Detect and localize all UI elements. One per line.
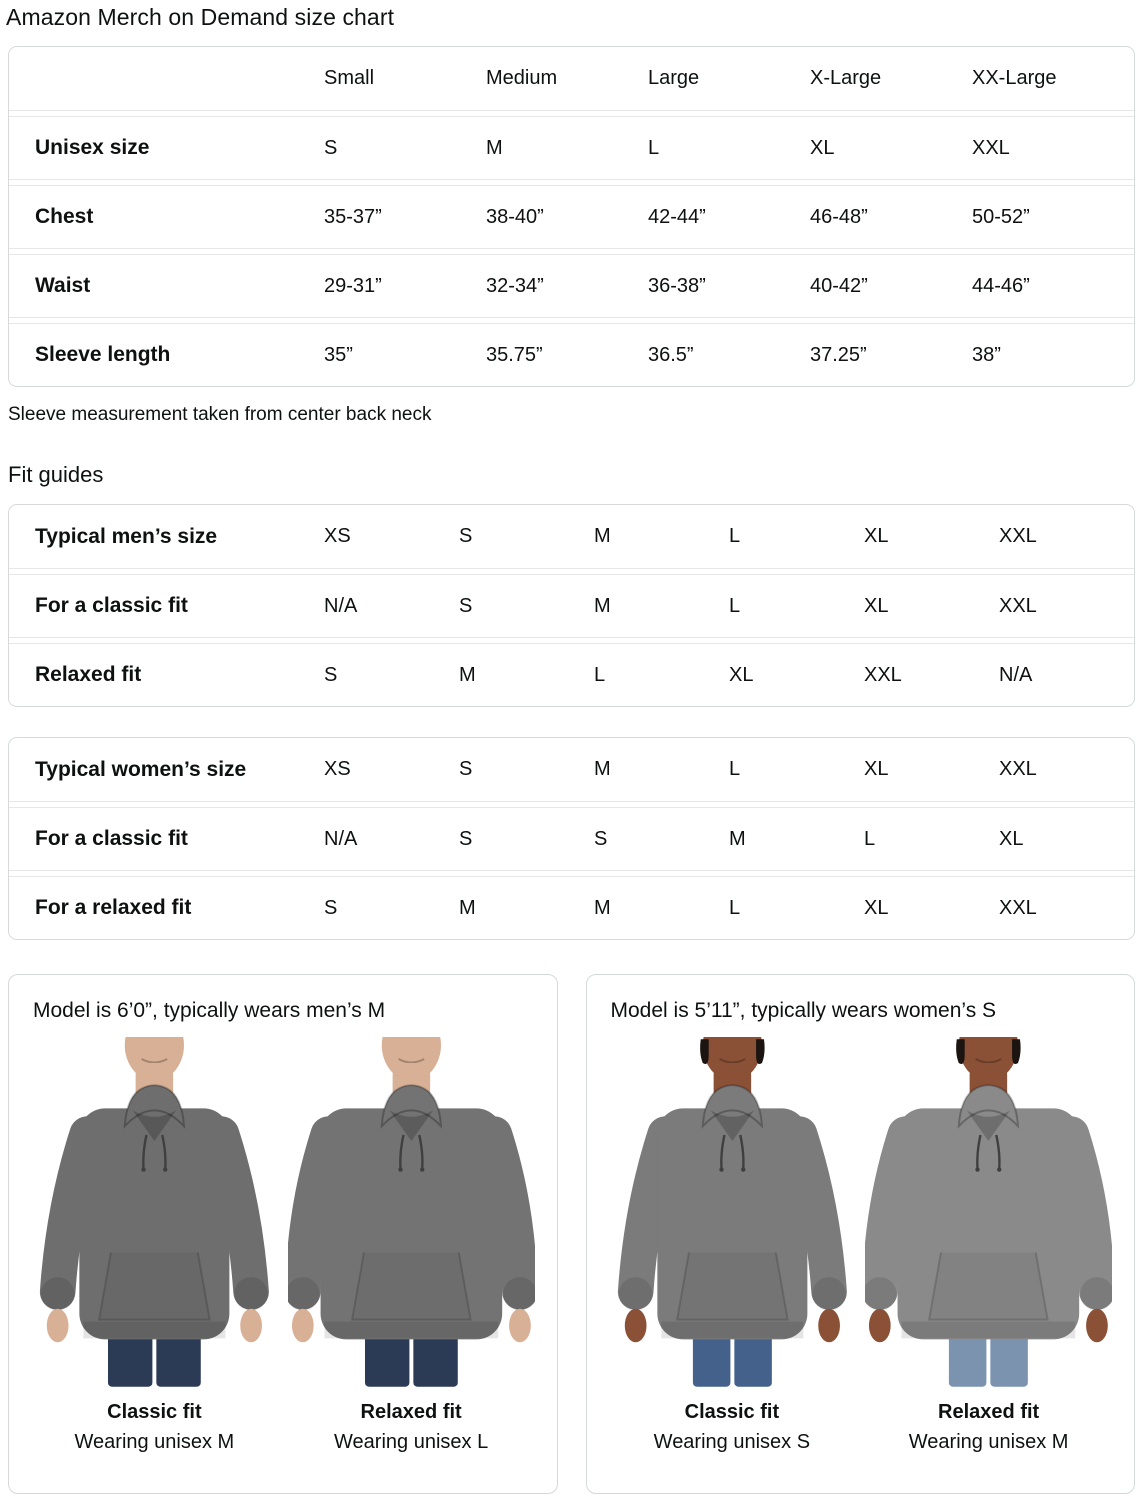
fit-label: Classic fit [684, 1401, 780, 1423]
cell: M [594, 594, 611, 617]
wearing-label: Wearing unisex L [334, 1431, 489, 1453]
cell: M [594, 896, 611, 919]
column-header: Large [648, 67, 700, 89]
cell: S [459, 758, 473, 780]
model-photo-classic [31, 1037, 278, 1389]
size-chart-table [8, 46, 1135, 387]
cell: N/A [999, 663, 1033, 686]
cell: L [729, 594, 741, 617]
row-label: Relaxed fit [35, 663, 142, 686]
cell: XL [864, 758, 889, 780]
wearing-label: Wearing unisex S [653, 1431, 811, 1453]
cell: S [324, 136, 338, 159]
table-row [9, 505, 1134, 568]
model-card-men [8, 974, 558, 1494]
cell: S [594, 827, 608, 850]
cell: 35-37” [324, 205, 382, 228]
cell: 29-31” [324, 274, 382, 297]
table-row [9, 643, 1134, 706]
model-card-heading: Model is 6’0”, typically wears men’s M [33, 999, 386, 1022]
figure-classic-fit [31, 1037, 278, 1454]
sleeve-measurement-note: Sleeve measurement taken from center back neck [8, 404, 432, 425]
fit-guide-table-women [8, 737, 1135, 940]
fit-label: Relaxed fit [360, 1401, 462, 1423]
model-card-women [586, 974, 1136, 1494]
cell: M [594, 758, 611, 780]
model-photo-relaxed [865, 1037, 1112, 1389]
cell: 35.75” [486, 343, 543, 366]
cell: L [729, 758, 741, 780]
cell: L [864, 827, 876, 850]
cell: XS [324, 525, 351, 547]
cell: M [486, 136, 503, 159]
row-label: Unisex size [35, 136, 150, 159]
cell: N/A [324, 827, 358, 850]
column-header: X-Large [810, 67, 882, 89]
cell: S [459, 827, 473, 850]
cell: XL [864, 594, 889, 617]
row-label: Waist [35, 274, 91, 297]
figure-classic-fit [609, 1037, 856, 1454]
model-photo-relaxed [288, 1037, 535, 1389]
cell: 36-38” [648, 274, 706, 297]
page-title: Amazon Merch on Demand size chart [6, 4, 395, 30]
cell: XS [324, 758, 351, 780]
cell: XL [999, 827, 1024, 850]
cell: L [648, 136, 660, 159]
fit-guides-heading: Fit guides [8, 462, 104, 487]
row-label: For a classic fit [35, 594, 188, 617]
row-label: Typical men’s size [35, 524, 218, 548]
cell: XL [864, 525, 889, 547]
column-header: Small [324, 67, 375, 89]
row-label: Typical women’s size [35, 757, 247, 781]
table-row [9, 254, 1134, 317]
cell: L [729, 896, 741, 919]
cell: M [594, 525, 611, 547]
model-card-heading: Model is 5’11”, typically wears women’s S [610, 999, 997, 1022]
table-row [9, 807, 1134, 870]
cell: M [729, 827, 746, 850]
table-row [9, 116, 1134, 179]
figures-row [609, 1037, 1113, 1454]
table-row [9, 185, 1134, 248]
fit-label: Classic fit [107, 1401, 202, 1423]
wearing-label: Wearing unisex M [74, 1431, 235, 1453]
cell: 32-34” [486, 274, 544, 297]
fit-label: Relaxed fit [938, 1401, 1040, 1423]
figure-relaxed-fit [865, 1037, 1112, 1454]
cell: N/A [324, 594, 358, 617]
figure-relaxed-fit [288, 1037, 535, 1454]
cell: 46-48” [810, 205, 868, 228]
row-label: For a classic fit [35, 827, 188, 850]
cell: XXL [972, 136, 1010, 159]
cell: 38” [972, 343, 1001, 366]
row-label: Chest [35, 205, 94, 228]
cell: 40-42” [810, 274, 868, 297]
cell: S [459, 594, 473, 617]
model-photo-classic [609, 1037, 856, 1389]
cell: S [324, 896, 338, 919]
cell: L [594, 663, 606, 686]
cell: XXL [999, 525, 1037, 547]
row-label: Sleeve length [35, 343, 171, 366]
cell: XXL [999, 594, 1037, 617]
column-header: XX-Large [972, 67, 1057, 89]
row-label: For a relaxed fit [35, 896, 192, 919]
cell: 38-40” [486, 205, 544, 228]
table-row [9, 738, 1134, 801]
cell: S [324, 663, 338, 686]
figures-row [31, 1037, 535, 1454]
wearing-label: Wearing unisex M [908, 1431, 1069, 1453]
cell: 44-46” [972, 274, 1030, 297]
column-header: Medium [486, 67, 558, 89]
table-row [9, 876, 1134, 939]
cell: 50-52” [972, 205, 1030, 228]
cell: 42-44” [648, 205, 706, 228]
cell: XL [810, 136, 835, 159]
cell: 37.25” [810, 343, 867, 366]
cell: 36.5” [648, 343, 694, 366]
cell: M [459, 896, 476, 919]
cell: M [459, 663, 476, 686]
cell: S [459, 525, 473, 547]
cell: L [729, 525, 741, 547]
cell: XL [864, 896, 889, 919]
cell: XL [729, 663, 754, 686]
cell: XXL [999, 896, 1037, 919]
table-header-row [9, 47, 1134, 110]
cell: XXL [864, 663, 902, 686]
model-cards [8, 974, 1135, 1494]
cell: 35” [324, 343, 353, 366]
table-row [9, 323, 1134, 386]
fit-guide-table-men [8, 504, 1135, 707]
cell: XXL [999, 758, 1037, 780]
table-row [9, 574, 1134, 637]
